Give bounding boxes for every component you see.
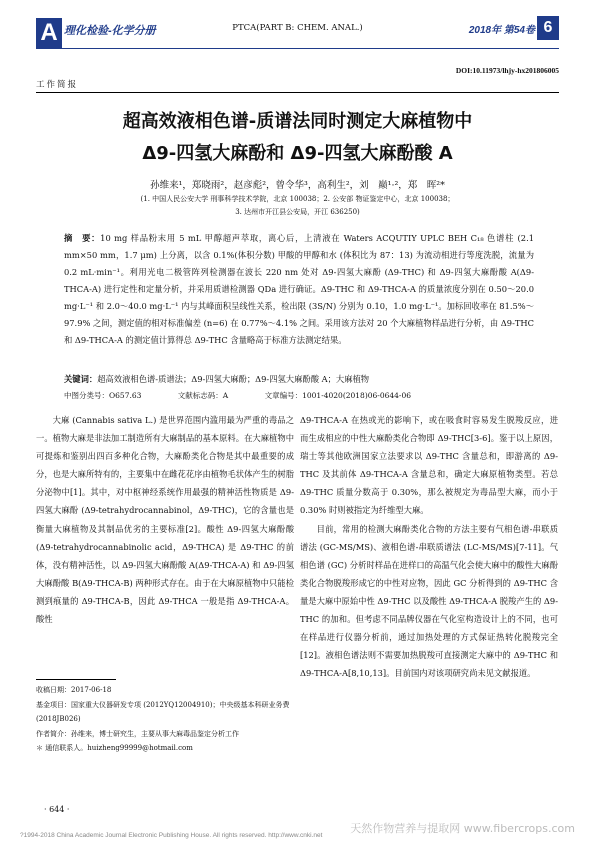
watermark: 天然作物营养与提取网 www.fibercrops.com xyxy=(350,822,575,835)
author-bio: 作者简介：孙维来，博士研究生，主要从事大麻毒品鉴定分析工作 xyxy=(36,729,239,738)
keywords xyxy=(64,373,534,385)
clc-number: 中图分类号：O657.63 xyxy=(64,391,142,400)
section-label: 工作简报 xyxy=(36,80,79,90)
affiliation-2: 3. 达州市开江县公安局，开江 636250) xyxy=(235,208,360,216)
body-paragraph: Δ9-THCA-A 在热或光的影响下，或在吸食时容易发生脱羧反应，进而生成相应的中性大麻酚类化合物即 Δ9-THC[3-6]。鉴于以上原因，瑞士等其他欧洲国家立法要求以 Δ9-THC 含量总和，即游离的 Δ9-THC 及其前体 Δ9-THCA-A 含量总和，确定大麻原植物类型。若总 Δ9-THC 质量分数高于 0.30%，那么被规定为毒品型大麻，而小于 0.30% 时则被指定为纤维型大麻。 xyxy=(300,415,558,516)
doi: DOI:10.11973/lhjy-hx201806005 xyxy=(455,66,559,75)
body-paragraph: 大麻 (Cannabis sativa L.) 是世界范围内滥用最为严重的毒品之一。植物大麻是非法加工制造所有大麻制品的基本原料。在大麻植物中可提炼和鉴别出四百多种化合物，大麻酚类化合物是其中最重要的成分，也是大麻所特有的，主要集中在雌花花序由植物毛状体产生的树脂分泌物中[1]。其中，对中枢神经系统作用最强的精神活性物质是 Δ9-四氢大麻酚 (Δ9-tetrahydrocannabinol，Δ9-THC)，它的含量也是衡量大麻植物及其制品优劣的主要标准[2]。酸性 Δ9-四氢大麻酚酸 (Δ9-tetrahydrocannabinolic acid，Δ9-THCA) 是 Δ9-THC 的前体，没有精神活性，以 Δ9-四氢大麻酚酸 A(Δ9-THCA-A) 和 Δ9-四氢大麻酚酸 B(Δ9-THCA-B) 两种形式存在。由于在大麻原植物中只能检测到痕量的 Δ9-THCA-B，因此 Δ9-THCA 一般是指 Δ9-THCA-A。酸性 xyxy=(36,415,294,625)
body-column-left xyxy=(36,411,294,628)
keywords-text: 超高效液相色谱-质谱法；Δ9-四氢大麻酚；Δ9-四氢大麻酚酸 A；大麻植物 xyxy=(97,374,370,384)
journal-name: PTCA(PART B: CHEM. ANAL.) xyxy=(232,23,363,33)
copyright-footer: ?1994-2018 China Academic Journal Electronic Publishing House. All rights reserved. http://www.cnki.net xyxy=(20,832,323,839)
keywords-label: 关键词： xyxy=(64,374,98,384)
corresponding-author: ＊ 通信联系人。huizheng99999@hotmail.com xyxy=(36,744,193,752)
footnote-divider xyxy=(36,679,116,680)
footnotes xyxy=(36,683,294,756)
abstract-text: 10 mg 样品粉末用 5 mL 甲醇超声萃取，离心后，上清液在 Waters ACQUTIY UPLC BEH C₁₈ 色谱柱 (2.1 mm×50 mm，1.7 μm) 上分离，以含 0.1%(体积分数) 甲酸的甲醇和水 (体积比为 87：13) 为流动相进行等度洗脱，流量为 0.2 mL·min⁻¹。利用光电二极管阵列检测器在波长 220 nm 处对 Δ9-四氢大麻酚 (Δ9-THC) 和 Δ9-四氢大麻酚酸 A(Δ9-THCA-A) 进行定性和定量分析，并采用质谱检测器 QDa 进行确证。Δ9-THC 和 Δ9-THCA-A 的质量浓度分别在 0.50～20.0 mg·L⁻¹ 和 2.0～40.0 mg·L⁻¹ 内与其峰面积呈线性关系，检出限 (3S/N) 分别为 0.10，1.0 mg·L⁻¹。加标回收率在 81.5%～97.9% 之间，测定值的相对标准偏差 (n=6) 在 0.77%～4.1% 之间。采用该方法对 20 个大麻植物样品进行分析，由 Δ9-THC 和 Δ9-THCA-A 的测定值计算得总 Δ9-THC 含量略高于标准方法测定结果。 xyxy=(64,233,534,345)
body-paragraph: 目前，常用的检测大麻酚类化合物的方法主要有气相色谱-串联质谱法 (GC-MS/MS)、液相色谱-串联质谱法 (LC-MS/MS)[7-11]。气相色谱 (GC) 分析时样品在进样口的高温气化会使大麻中的酸性大麻酚类化合物脱羧形成它的中性对应物，因此 GC 分析得到的 Δ9-THC 含量是大麻中原始中性 Δ9-THC 以及酸性 Δ9-THCA-A 脱羧产生的 Δ9-THC 的加和。但考虑不同品牌仪器在气化室构造设计上的不同，也可在样品进行仪器分析前，通过加热处理的方式保证热转化脱羧完全[12]。液相色谱法则不需要加热脱羧可直接测定大麻中的 Δ9-THC 和 Δ9-THCA-A[8,10,13]。目前国内对该项研究尚未见文献报道。 xyxy=(300,523,558,679)
paper-title-line2: Δ9-四氢大麻酚和 Δ9-四氢大麻酚酸 A xyxy=(142,143,453,164)
body-column-right xyxy=(300,411,558,682)
funding: 基金项目：国家重大仪器研发专项 (2012YQ12004910)；中央级基本科研业务费 (2018JB026) xyxy=(36,700,290,723)
paper-title-line1: 超高效液相色谱-质谱法同时测定大麻植物中 xyxy=(122,111,473,132)
section-divider xyxy=(36,92,559,93)
abstract-label: 摘 要： xyxy=(64,233,101,243)
year-volume: 2018年 第54卷 xyxy=(468,25,535,36)
issue-badge: 6 xyxy=(537,16,559,40)
abstract xyxy=(64,230,534,349)
affiliation-1: (1. 中国人民公安大学 刑事科学技术学院，北京 100038；2. 公安部 物证鉴定中心，北京 100038； xyxy=(140,195,455,203)
document-code: 文献标志码：A xyxy=(177,391,229,400)
page-number: · 644 · xyxy=(44,805,70,814)
author-list: 孙维来¹，郑晓雨²，赵彦彪²，曾令华³，高利生²，刘 巅¹·²，郑 晖²* xyxy=(150,180,445,191)
received-date: 收稿日期：2017-06-18 xyxy=(36,686,112,694)
header-divider xyxy=(36,48,559,49)
journal-brand: 理化检验-化学分册 xyxy=(64,25,156,37)
classification-line xyxy=(64,390,534,401)
article-number: 文章编号：1001-4020(2018)06-0644-06 xyxy=(264,391,411,400)
journal-logo: A xyxy=(36,18,62,48)
